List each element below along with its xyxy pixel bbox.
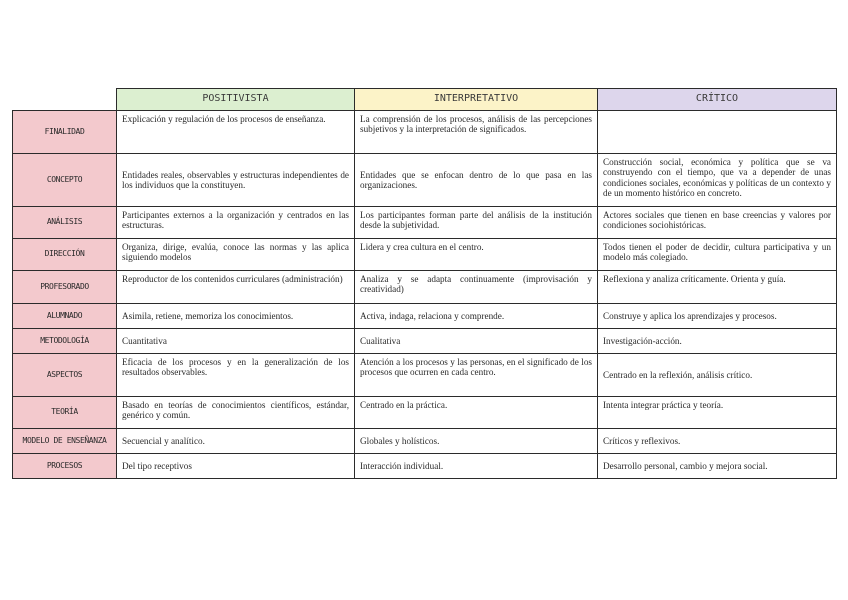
table-row [13, 397, 837, 429]
header-positivista: POSITIVISTA [117, 89, 355, 111]
row-label-metodologia: METODOLOGÍA [13, 329, 117, 354]
cell-critico: Centrado en la reflexión, análisis crítico. [598, 354, 837, 397]
table-row [13, 354, 837, 397]
row-label-procesos: PROCESOS [13, 454, 117, 479]
cell-interpretativo: Centrado en la práctica. [355, 397, 598, 429]
table-row [13, 304, 837, 329]
table-row [13, 329, 837, 354]
cell-positivista: Explicación y regulación de los procesos de enseñanza. [117, 111, 355, 154]
table-row [13, 111, 837, 154]
cell-critico: Críticos y reflexivos. [598, 429, 837, 454]
row-label-modelo-de-ensenanza: MODELO DE ENSEÑANZA [13, 429, 117, 454]
cell-positivista: Reproductor de los contenidos curriculares (administración) [117, 271, 355, 304]
corner-cell [13, 89, 117, 111]
header-interpretativo: INTERPRETATIVO [355, 89, 598, 111]
cell-critico [598, 111, 837, 154]
cell-positivista: Organiza, dirige, evalúa, conoce las normas y las aplica siguiendo modelos [117, 239, 355, 271]
cell-interpretativo: La comprensión de los procesos, análisis de las percepciones subjetivos y la interpretación de significados. [355, 111, 598, 154]
header-row [13, 89, 837, 111]
cell-critico: Desarrollo personal, cambio y mejora social. [598, 454, 837, 479]
row-label-direccion: DIRECCIÓN [13, 239, 117, 271]
row-label-teoria: TEORÍA [13, 397, 117, 429]
cell-interpretativo: Activa, indaga, relaciona y comprende. [355, 304, 598, 329]
cell-interpretativo: Cualitativa [355, 329, 598, 354]
table-row [13, 239, 837, 271]
cell-interpretativo: Interacción individual. [355, 454, 598, 479]
header-critico: CRÍTICO [598, 89, 837, 111]
table-row [13, 454, 837, 479]
cell-critico: Intenta integrar práctica y teoría. [598, 397, 837, 429]
table-row [13, 154, 837, 207]
table-row [13, 429, 837, 454]
row-label-analisis: ANÁLISIS [13, 207, 117, 239]
row-label-concepto: CONCEPTO [13, 154, 117, 207]
cell-critico: Actores sociales que tienen en base creencias y valores por condiciones sociohistóricas. [598, 207, 837, 239]
cell-interpretativo: Lidera y crea cultura en el centro. [355, 239, 598, 271]
cell-positivista: Basado en teorías de conocimientos científicos, estándar, genérico y común. [117, 397, 355, 429]
row-label-alumnado: ALUMNADO [13, 304, 117, 329]
cell-positivista: Entidades reales, observables y estructuras independientes de los individuos que la constituyen. [117, 154, 355, 207]
cell-positivista: Eficacia de los procesos y en la generalización de los resultados observables. [117, 354, 355, 397]
cell-positivista: Secuencial y analítico. [117, 429, 355, 454]
cell-interpretativo: Atención a los procesos y las personas, en el significado de los procesos que ocurren en cada centro. [355, 354, 598, 397]
cell-positivista: Asimila, retiene, memoriza los conocimientos. [117, 304, 355, 329]
cell-interpretativo: Entidades que se enfocan dentro de lo que pasa en las organizaciones. [355, 154, 598, 207]
row-label-aspectos: ASPECTOS [13, 354, 117, 397]
table-row [13, 207, 837, 239]
row-label-finalidad: FINALIDAD [13, 111, 117, 154]
cell-interpretativo: Analiza y se adapta continuamente (improvisación y creatividad) [355, 271, 598, 304]
row-label-profesorado: PROFESORADO [13, 271, 117, 304]
cell-positivista: Participantes externos a la organización y centrados en las estructuras. [117, 207, 355, 239]
cell-positivista: Del tipo receptivos [117, 454, 355, 479]
cell-interpretativo: Globales y holísticos. [355, 429, 598, 454]
cell-critico: Investigación-acción. [598, 329, 837, 354]
cell-positivista: Cuantitativa [117, 329, 355, 354]
cell-critico: Construcción social, económica y política que se va construyendo con el tiempo, que va a depender de unas condiciones sociales, económicas y políticas de un contexto y de un momento histórico en concreto. [598, 154, 837, 207]
cell-critico: Reflexiona y analiza críticamente. Orienta y guía. [598, 271, 837, 304]
cell-critico: Todos tienen el poder de decidir, cultura participativa y un modelo más colegiado. [598, 239, 837, 271]
table-row [13, 271, 837, 304]
paradigms-comparison-table [12, 88, 837, 479]
cell-critico: Construye y aplica los aprendizajes y procesos. [598, 304, 837, 329]
cell-interpretativo: Los participantes forman parte del análisis de la institución desde la subjetividad. [355, 207, 598, 239]
